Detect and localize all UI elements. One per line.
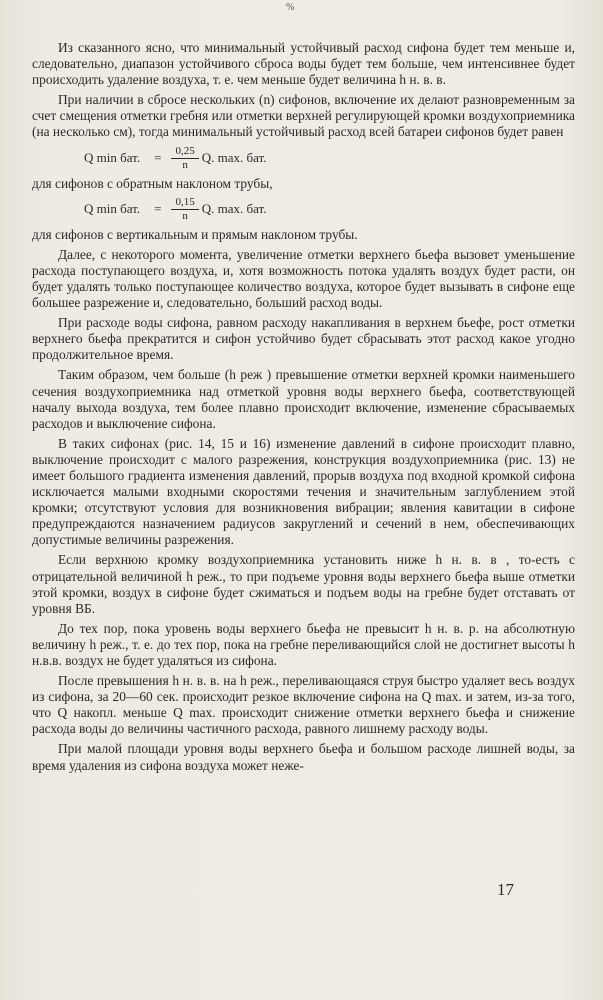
fraction-denominator: n [182,158,188,171]
formula-fraction [171,145,198,171]
paragraph: В таких сифонах (рис. 14, 15 и 16) изменение давлений в сифоне происходит плавно, выключение происходит с малого разрежения, конструкция воздухоприемника (рис. 13) не имеет большого градиента изменения давлений, прорыв воздуха под входной кромкой сифона исключается малыми входными скоростями течения и значительным заглублением этой кромки; отсутствуют условия для возникновения вибрации; явления кавитации в сифоне предупреждаются назначением радиусов закруглений и сечений в нем, обеспечивающих допустимые величины разрежения. [32,435,575,548]
paragraph: При наличии в сбросе нескольких (n) сифонов, включение их делают разновременным за счет смещения отметки гребня или отметки верхней регулирующей кромки воздухоприемника (на несколько см), тогда минимальный устойчивый расход всей батареи сифонов будет равен [32,92,575,140]
formula-lhs: Q min бат. [84,149,141,165]
paragraph: При малой площади уровня воды верхнего бьефа и большом расходе лишней воды, за время удаления из сифона воздуха может неже- [32,741,575,773]
body-text [32,40,575,778]
formula-rhs: Q. max. бат. [201,149,267,165]
page-number: 17 [497,880,514,899]
formula-fraction [171,196,198,222]
formula-equals: = [154,200,162,216]
formula-vertical-slope [84,196,575,222]
paragraph: для сифонов с обратным наклоном трубы, [32,175,273,191]
paragraph: При расходе воды сифона, равном расходу накапливания в верхнем бьефе, рост отметки верхнего бьефа прекратится и сифон устойчиво будет сбрасывать этот расход какое угодно продолжительное время. [32,315,575,363]
paragraph: После превышения h н. в. в. на h реж., переливающаяся струя быстро удаляет весь воздух из сифона, за 20—60 сек. происходит резкое включение сифона на Q max. и затем, из-за того, что Q накопл. меньше Q max. происходит снижение отметки верхнего бьефа и снижение расхода воды до величины частичного расхода, равного лишнему расходу воды. [32,673,575,737]
paragraph: Из сказанного ясно, что минимальный устойчивый расход сифона будет тем меньше и, следовательно, диапазон устойчивого сброса воды будет тем больше, чем интенсивнее будет происходить удаление воздуха, т. е. чем меньше будет величина h н. в. в. [32,40,575,88]
paragraph: Таким образом, чем больше (h реж ) превышение отметки верхней кромки наименьшего сечения воздухоприемника над отметкой уровня воды верхнего бьефа, соответствующей началу выхода воздуха, тем более плавно происходит включение, изменение сбрасываемых расходов и выключение сифона. [32,367,575,431]
paragraph: До тех пор, пока уровень воды верхнего бьефа не превысит h н. в. р. на абсолютную величину h реж., т. е. до тех пор, пока на гребне переливающийся слой не достигнет высоты h н.в.в. воздух не будет удаляться из сифона. [32,620,575,668]
formula-rhs: Q. max. бат. [201,200,267,216]
paragraph: Если верхнюю кромку воздухоприемника установить ниже h н. в. в , то-есть с отрицательной величиной h реж., то при подъеме уровня воды верхнего бьефа выше отметки этой кромки, воздух в сифоне будет сжиматься и подъем воды на гребне будет отставать от уровня ВБ. [32,552,575,616]
formula-reverse-slope [84,145,575,171]
formula-lhs: Q min бат. [84,200,141,216]
paragraph: Далее, с некоторого момента, увеличение отметки верхнего бьефа вызовет уменьшение расхода поступающего воздуха, и, хотя возможность потока удалять воздух будет расти, он будет удалять только поступающее количество воздуха, которое будет вызывать в сифоне еще большее разрежение и, следовательно, больший расход воды. [32,246,575,311]
fraction-numerator: 0,25 [171,145,198,159]
formula-equals: = [154,149,162,165]
fraction-denominator: n [182,209,188,222]
fraction-numerator: 0,15 [171,196,198,210]
top-mark: % [286,2,295,13]
paragraph: для сифонов с вертикальным и прямым наклоном трубы. [32,226,358,242]
